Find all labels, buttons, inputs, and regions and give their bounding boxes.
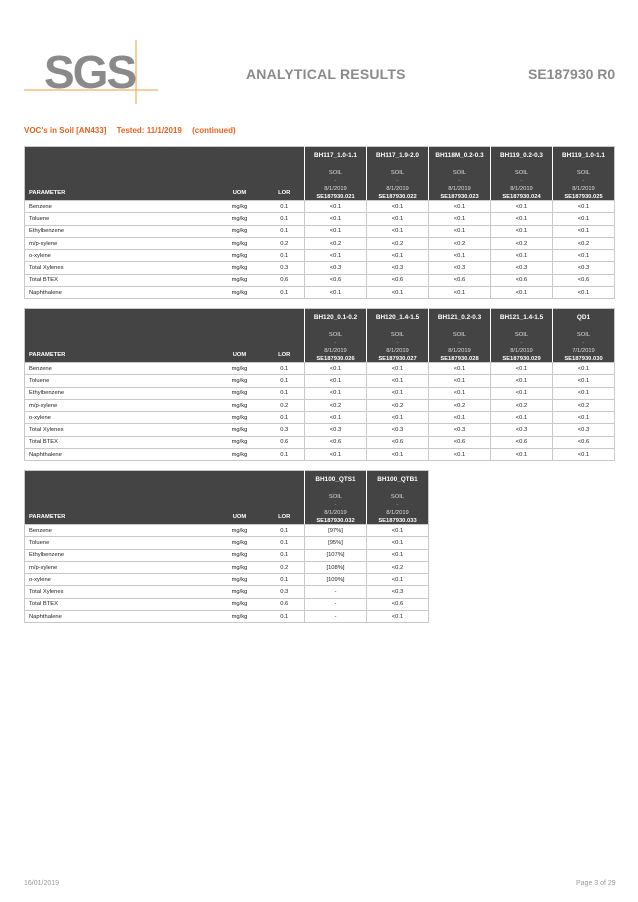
sample-id: BH100_QTS1 xyxy=(315,476,356,483)
parameter-uom: mg/kg xyxy=(215,574,265,586)
result-value: <0.6 xyxy=(305,274,367,286)
result-value: <0.1 xyxy=(367,412,429,424)
parameter-lor: 0.6 xyxy=(265,598,305,610)
result-value: <0.1 xyxy=(553,363,615,375)
parameter-uom: mg/kg xyxy=(215,274,265,286)
result-value: <0.1 xyxy=(305,375,367,387)
parameter-lor: 0.1 xyxy=(265,574,305,586)
parameter-name: o-xylene xyxy=(25,574,215,586)
sample-id: BH119_0.2-0.3 xyxy=(500,152,543,159)
sample-matrix: SOIL xyxy=(452,332,467,338)
sample-id: BH121_1.4-1.5 xyxy=(499,314,544,321)
sample-column-header xyxy=(305,147,367,201)
table-row xyxy=(25,375,615,387)
parameter-uom: mg/kg xyxy=(215,237,265,249)
sample-lab-id: SE187930.025 xyxy=(564,194,603,200)
table-row xyxy=(25,436,615,448)
sample-date: 8/1/2019 xyxy=(386,510,409,516)
result-value: <0.1 xyxy=(491,449,553,461)
parameter-lor: 0.6 xyxy=(265,436,305,448)
sample-matrix: SOIL xyxy=(390,332,405,338)
parameter-lor: 0.2 xyxy=(265,237,305,249)
svg-text:SGS: SGS xyxy=(44,46,136,98)
result-value: <0.1 xyxy=(429,412,491,424)
parameter-uom: mg/kg xyxy=(215,387,265,399)
table-row xyxy=(25,399,615,411)
parameter-uom: mg/kg xyxy=(215,201,265,213)
parameter-lor: 0.3 xyxy=(265,424,305,436)
table-row xyxy=(25,537,429,549)
sample-lab-id: SE187930.030 xyxy=(564,356,603,362)
result-value: <0.1 xyxy=(305,449,367,461)
parameter-uom: mg/kg xyxy=(215,412,265,424)
column-header-parameter: PARAMETER xyxy=(25,471,215,525)
sample-column-header xyxy=(491,309,553,363)
sample-date: 8/1/2019 xyxy=(324,510,347,516)
parameter-uom: mg/kg xyxy=(215,537,265,549)
results-table-1 xyxy=(24,146,615,299)
parameter-uom: mg/kg xyxy=(215,549,265,561)
sample-depth: - xyxy=(520,178,523,184)
parameter-lor: 0.3 xyxy=(265,586,305,598)
parameter-uom: mg/kg xyxy=(215,449,265,461)
table-header xyxy=(25,147,615,201)
result-value: [108%] xyxy=(305,561,367,573)
parameter-uom: mg/kg xyxy=(215,363,265,375)
parameter-lor: 0.3 xyxy=(265,262,305,274)
result-value: <0.1 xyxy=(367,611,429,623)
result-value: <0.2 xyxy=(491,237,553,249)
parameter-uom: mg/kg xyxy=(215,225,265,237)
result-value: <0.2 xyxy=(553,237,615,249)
parameter-uom: mg/kg xyxy=(215,525,265,537)
parameter-name: Toluene xyxy=(25,537,215,549)
parameter-lor: 0.1 xyxy=(265,201,305,213)
section-method: VOC's in Soil [AN433] xyxy=(24,126,107,135)
parameter-name: Total BTEX xyxy=(25,598,215,610)
result-value: <0.6 xyxy=(491,436,553,448)
column-header-lor: LOR xyxy=(265,147,305,201)
header-row xyxy=(25,309,615,363)
result-value: <0.1 xyxy=(553,287,615,299)
result-value: [107%] xyxy=(305,549,367,561)
table-row xyxy=(25,561,429,573)
table-row xyxy=(25,237,615,249)
result-value: <0.1 xyxy=(367,387,429,399)
parameter-name: Benzene xyxy=(25,525,215,537)
sample-depth: - xyxy=(334,502,337,508)
parameter-lor: 0.1 xyxy=(265,213,305,225)
header-row xyxy=(25,471,429,525)
result-value: <0.1 xyxy=(429,201,491,213)
parameter-name: m/p-xylene xyxy=(25,237,215,249)
parameter-name: o-xylene xyxy=(25,250,215,262)
page-number: Page 3 of 29 xyxy=(576,880,616,887)
sample-id: BH119_1.0-1.1 xyxy=(562,152,605,159)
result-value: <0.3 xyxy=(367,424,429,436)
column-header-uom: UOM xyxy=(215,471,265,525)
sample-matrix: SOIL xyxy=(576,170,591,176)
result-value: <0.1 xyxy=(429,363,491,375)
result-value: <0.1 xyxy=(305,363,367,375)
result-value: <0.1 xyxy=(491,287,553,299)
section-title xyxy=(24,126,244,135)
header-row xyxy=(25,147,615,201)
parameter-name: Ethylbenzene xyxy=(25,225,215,237)
parameter-lor: 0.1 xyxy=(265,449,305,461)
column-header-parameter: PARAMETER xyxy=(25,147,215,201)
sample-depth: - xyxy=(458,340,461,346)
result-value: <0.6 xyxy=(367,598,429,610)
parameter-lor: 0.1 xyxy=(265,363,305,375)
sample-depth: - xyxy=(334,178,337,184)
sample-id: BH121_0.2-0.3 xyxy=(437,314,482,321)
result-value: <0.2 xyxy=(367,561,429,573)
parameter-name: Total BTEX xyxy=(25,436,215,448)
parameter-lor: 0.6 xyxy=(265,274,305,286)
result-value: - xyxy=(305,598,367,610)
parameter-lor: 0.1 xyxy=(265,250,305,262)
result-value: <0.2 xyxy=(305,237,367,249)
result-value: <0.2 xyxy=(305,399,367,411)
sample-lab-id: SE187930.029 xyxy=(502,356,541,362)
sample-depth: - xyxy=(396,340,399,346)
parameter-name: Total Xylenes xyxy=(25,424,215,436)
table-row xyxy=(25,387,615,399)
parameter-name: Ethylbenzene xyxy=(25,387,215,399)
sample-matrix: SOIL xyxy=(514,170,529,176)
result-value: <0.1 xyxy=(553,412,615,424)
result-value: <0.2 xyxy=(367,237,429,249)
result-value: <0.2 xyxy=(429,399,491,411)
parameter-lor: 0.1 xyxy=(265,287,305,299)
parameter-name: Total Xylenes xyxy=(25,262,215,274)
parameter-uom: mg/kg xyxy=(215,611,265,623)
parameter-name: Total Xylenes xyxy=(25,586,215,598)
sample-lab-id: SE187930.021 xyxy=(316,194,355,200)
table-row xyxy=(25,586,429,598)
result-value: - xyxy=(305,611,367,623)
sample-id: BH120_0.1-0.2 xyxy=(313,314,358,321)
table-row xyxy=(25,412,615,424)
result-value: <0.1 xyxy=(491,387,553,399)
sample-depth: - xyxy=(396,178,399,184)
result-value: <0.6 xyxy=(429,436,491,448)
result-value: <0.1 xyxy=(429,287,491,299)
parameter-lor: 0.1 xyxy=(265,375,305,387)
sample-depth: - xyxy=(582,178,585,184)
column-header-parameter: PARAMETER xyxy=(25,309,215,363)
result-value: <0.2 xyxy=(429,237,491,249)
sample-lab-id: SE187930.022 xyxy=(378,194,417,200)
table-row xyxy=(25,525,429,537)
parameter-lor: 0.2 xyxy=(265,561,305,573)
result-value: <0.6 xyxy=(305,436,367,448)
result-value: <0.3 xyxy=(491,424,553,436)
parameter-name: Toluene xyxy=(25,213,215,225)
parameter-lor: 0.1 xyxy=(265,412,305,424)
result-value: <0.1 xyxy=(491,250,553,262)
parameter-name: Benzene xyxy=(25,363,215,375)
table-row xyxy=(25,213,615,225)
result-value: <0.1 xyxy=(553,225,615,237)
result-value: <0.1 xyxy=(367,375,429,387)
parameter-uom: mg/kg xyxy=(215,424,265,436)
table-body xyxy=(25,363,615,461)
column-header-lor: LOR xyxy=(265,471,305,525)
result-value: <0.6 xyxy=(553,274,615,286)
table-body xyxy=(25,201,615,299)
result-value: <0.3 xyxy=(553,424,615,436)
parameter-uom: mg/kg xyxy=(215,586,265,598)
sample-id: BH117_1.9-2.0 xyxy=(376,152,419,159)
sample-matrix: SOIL xyxy=(514,332,529,338)
parameter-name: m/p-xylene xyxy=(25,399,215,411)
sample-lab-id: SE187930.026 xyxy=(316,356,355,362)
footer-date: 16/01/2019 xyxy=(24,880,60,887)
result-value: <0.1 xyxy=(553,201,615,213)
result-value: <0.3 xyxy=(491,262,553,274)
sample-column-header xyxy=(429,309,491,363)
parameter-uom: mg/kg xyxy=(215,436,265,448)
result-value: <0.1 xyxy=(491,213,553,225)
result-value: <0.6 xyxy=(367,436,429,448)
result-value: <0.1 xyxy=(491,201,553,213)
sample-column-header xyxy=(491,147,553,201)
sample-matrix: SOIL xyxy=(390,170,405,176)
result-value: <0.1 xyxy=(367,287,429,299)
report-reference: SE187930 R0 xyxy=(528,66,616,82)
parameter-lor: 0.1 xyxy=(265,611,305,623)
result-value: <0.1 xyxy=(553,375,615,387)
table-row xyxy=(25,274,615,286)
result-value: <0.1 xyxy=(367,213,429,225)
sample-matrix: SOIL xyxy=(328,170,343,176)
result-value: <0.6 xyxy=(429,274,491,286)
sample-id: BH118M_0.2-0.3 xyxy=(435,152,484,159)
sample-depth: - xyxy=(396,502,399,508)
sample-lab-id: SE187930.024 xyxy=(502,194,541,200)
table-row xyxy=(25,201,615,213)
sample-date: 8/1/2019 xyxy=(572,186,595,192)
parameter-uom: mg/kg xyxy=(215,250,265,262)
result-value: <0.1 xyxy=(429,250,491,262)
sample-depth: - xyxy=(582,340,585,346)
parameter-name: m/p-xylene xyxy=(25,561,215,573)
sample-lab-id: SE187930.028 xyxy=(440,356,479,362)
sample-matrix: SOIL xyxy=(328,494,343,500)
sample-date: 8/1/2019 xyxy=(510,186,533,192)
result-value: <0.1 xyxy=(491,225,553,237)
result-value: - xyxy=(305,586,367,598)
table-row xyxy=(25,363,615,375)
parameter-name: Toluene xyxy=(25,375,215,387)
result-value: <0.2 xyxy=(367,399,429,411)
sample-id: BH100_QTB1 xyxy=(377,476,418,483)
result-value: [109%] xyxy=(305,574,367,586)
parameter-uom: mg/kg xyxy=(215,262,265,274)
parameter-lor: 0.1 xyxy=(265,537,305,549)
table-row xyxy=(25,250,615,262)
result-value: <0.1 xyxy=(429,387,491,399)
result-value: <0.3 xyxy=(429,262,491,274)
sample-depth: - xyxy=(334,340,337,346)
result-value: <0.1 xyxy=(553,250,615,262)
result-value: <0.1 xyxy=(429,375,491,387)
result-value: <0.1 xyxy=(305,213,367,225)
result-value: <0.1 xyxy=(553,213,615,225)
result-value: <0.1 xyxy=(491,363,553,375)
parameter-lor: 0.1 xyxy=(265,525,305,537)
result-value: <0.3 xyxy=(305,424,367,436)
section-continued: (continued) xyxy=(192,126,236,135)
parameter-name: Naphthalene xyxy=(25,449,215,461)
result-value: <0.1 xyxy=(429,213,491,225)
parameter-name: Total BTEX xyxy=(25,274,215,286)
sample-lab-id: SE187930.032 xyxy=(316,518,355,524)
parameter-name: Naphthalene xyxy=(25,287,215,299)
sample-date: 7/1/2019 xyxy=(572,348,595,354)
result-value: <0.1 xyxy=(367,537,429,549)
parameter-lor: 0.1 xyxy=(265,225,305,237)
result-value: [95%] xyxy=(305,537,367,549)
sample-date: 8/1/2019 xyxy=(386,348,409,354)
sample-column-header xyxy=(367,309,429,363)
result-value: <0.1 xyxy=(553,449,615,461)
parameter-uom: mg/kg xyxy=(215,287,265,299)
parameter-uom: mg/kg xyxy=(215,561,265,573)
document-title: ANALYTICAL RESULTS xyxy=(246,66,406,82)
result-value: <0.3 xyxy=(429,424,491,436)
sample-id: QD1 xyxy=(576,314,591,321)
sample-date: 8/1/2019 xyxy=(448,348,471,354)
column-header-uom: UOM xyxy=(215,309,265,363)
table-header xyxy=(25,309,615,363)
sample-column-header xyxy=(429,147,491,201)
result-value: <0.1 xyxy=(491,375,553,387)
sample-date: 8/1/2019 xyxy=(324,186,347,192)
sample-column-header xyxy=(553,147,615,201)
result-value: <0.3 xyxy=(305,262,367,274)
parameter-lor: 0.1 xyxy=(265,387,305,399)
result-value: <0.1 xyxy=(305,287,367,299)
table-body xyxy=(25,525,429,623)
table-row xyxy=(25,611,429,623)
result-value: <0.1 xyxy=(367,250,429,262)
parameter-uom: mg/kg xyxy=(215,375,265,387)
result-value: <0.1 xyxy=(367,201,429,213)
result-value: <0.1 xyxy=(367,549,429,561)
results-table-2 xyxy=(24,308,615,461)
parameter-name: o-xylene xyxy=(25,412,215,424)
parameter-name: Naphthalene xyxy=(25,611,215,623)
sample-date: 8/1/2019 xyxy=(448,186,471,192)
sample-matrix: SOIL xyxy=(390,494,405,500)
sample-column-header xyxy=(305,471,367,525)
result-value: <0.3 xyxy=(367,262,429,274)
sample-matrix: SOIL xyxy=(328,332,343,338)
parameter-name: Benzene xyxy=(25,201,215,213)
table-row xyxy=(25,262,615,274)
result-value: <0.6 xyxy=(553,436,615,448)
parameter-lor: 0.2 xyxy=(265,399,305,411)
result-value: <0.1 xyxy=(305,387,367,399)
section-tested-date: Tested: 11/1/2019 xyxy=(116,126,182,135)
sample-column-header xyxy=(367,147,429,201)
result-value: <0.1 xyxy=(429,225,491,237)
column-header-lor: LOR xyxy=(265,309,305,363)
sample-id: BH120_1.4-1.5 xyxy=(375,314,420,321)
sample-lab-id: SE187930.027 xyxy=(378,356,417,362)
sample-date: 8/1/2019 xyxy=(510,348,533,354)
sample-column-header xyxy=(305,309,367,363)
result-value: <0.1 xyxy=(305,412,367,424)
sample-date: 8/1/2019 xyxy=(324,348,347,354)
sample-column-header xyxy=(553,309,615,363)
table-row xyxy=(25,287,615,299)
parameter-name: Ethylbenzene xyxy=(25,549,215,561)
result-value: <0.1 xyxy=(553,387,615,399)
result-value: <0.1 xyxy=(305,225,367,237)
sample-matrix: SOIL xyxy=(452,170,467,176)
sample-column-header xyxy=(367,471,429,525)
sample-id: BH117_1.0-1.1 xyxy=(314,152,357,159)
result-value: <0.1 xyxy=(305,201,367,213)
sample-lab-id: SE187930.023 xyxy=(440,194,479,200)
result-value: <0.6 xyxy=(367,274,429,286)
parameter-uom: mg/kg xyxy=(215,399,265,411)
table-row xyxy=(25,225,615,237)
table-row xyxy=(25,549,429,561)
result-value: <0.1 xyxy=(367,225,429,237)
table-row xyxy=(25,574,429,586)
parameter-uom: mg/kg xyxy=(215,213,265,225)
sample-depth: - xyxy=(520,340,523,346)
sample-matrix: SOIL xyxy=(576,332,591,338)
table-row xyxy=(25,424,615,436)
table-row xyxy=(25,449,615,461)
table-header xyxy=(25,471,429,525)
result-value: <0.1 xyxy=(305,250,367,262)
parameter-lor: 0.1 xyxy=(265,549,305,561)
table-row xyxy=(25,598,429,610)
result-value: <0.1 xyxy=(367,525,429,537)
result-value: <0.3 xyxy=(367,586,429,598)
parameter-uom: mg/kg xyxy=(215,598,265,610)
result-value: <0.3 xyxy=(553,262,615,274)
result-value: <0.1 xyxy=(367,363,429,375)
result-value: <0.1 xyxy=(491,412,553,424)
result-value: <0.1 xyxy=(367,574,429,586)
results-table-3 xyxy=(24,470,429,623)
result-value: <0.6 xyxy=(491,274,553,286)
sample-date: 8/1/2019 xyxy=(386,186,409,192)
result-value: <0.2 xyxy=(491,399,553,411)
sample-depth: - xyxy=(458,178,461,184)
result-value: <0.2 xyxy=(553,399,615,411)
result-value: <0.1 xyxy=(429,449,491,461)
result-value: [97%] xyxy=(305,525,367,537)
sgs-logo xyxy=(24,40,158,104)
column-header-uom: UOM xyxy=(215,147,265,201)
sample-lab-id: SE187930.033 xyxy=(378,518,417,524)
result-value: <0.1 xyxy=(367,449,429,461)
